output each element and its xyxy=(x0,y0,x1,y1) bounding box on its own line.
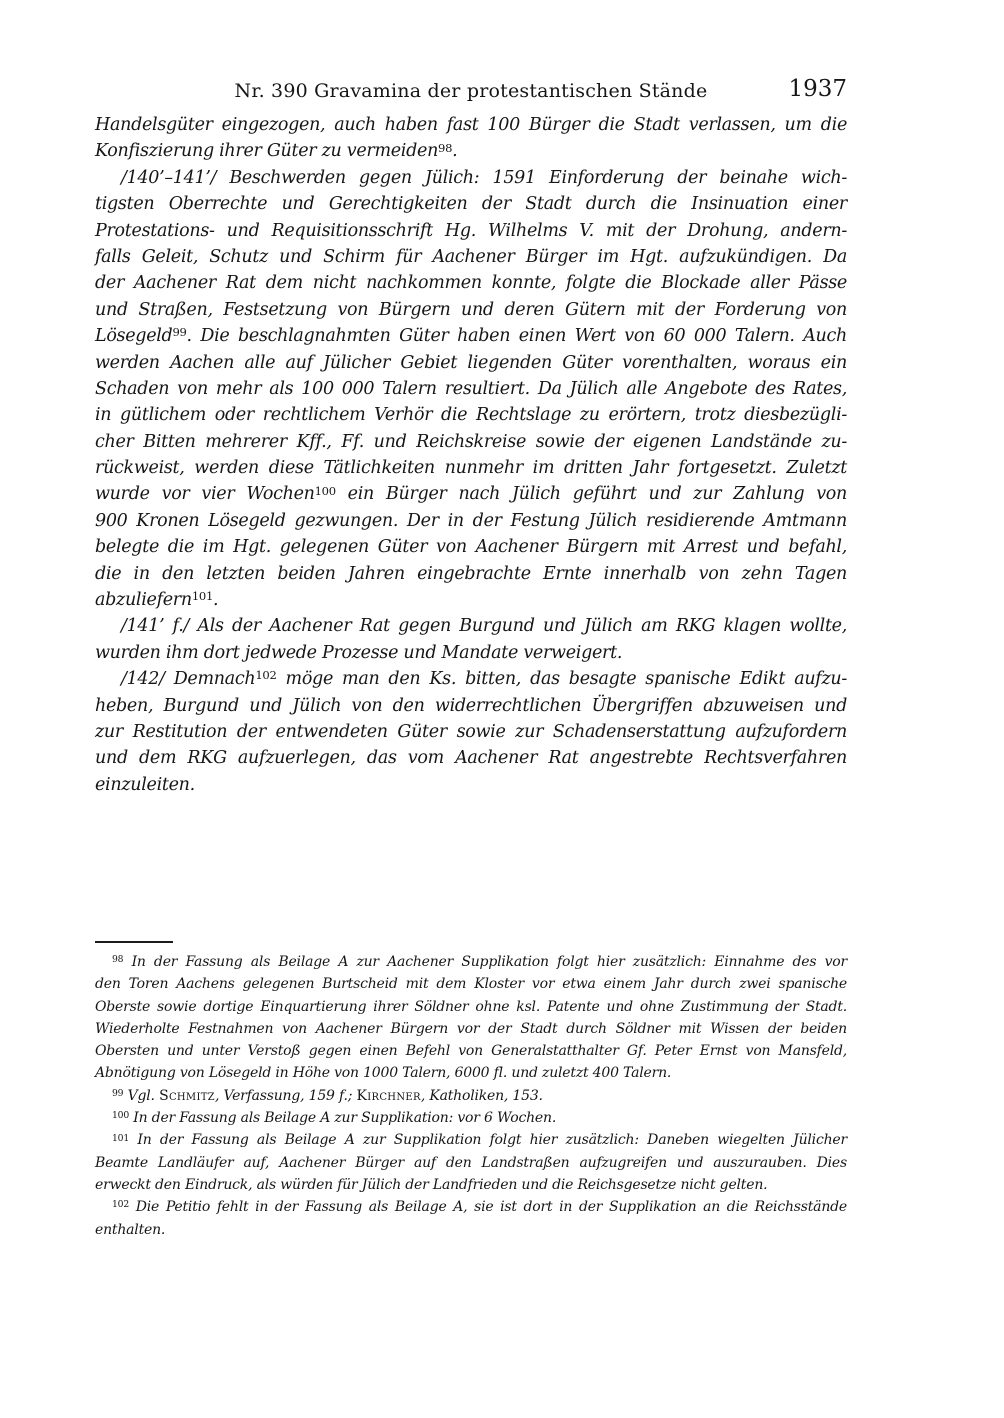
text-segment: In der Fassung als Beilage A zur Supplikation folgt hier zusätzlich: Daneben wiegelten Jülicher xyxy=(129,1132,847,1149)
text-segment: cher Bitten mehrerer Kff., Ff. und Reichskreise sowie der eigenen Landstände zu- xyxy=(95,431,847,452)
text-line xyxy=(95,323,847,349)
text-line xyxy=(95,218,847,244)
text-segment: den Toren Aachens gelegenen Burtscheid mit dem Kloster vor etwa einem Jahr durch zwei spanische xyxy=(95,976,847,993)
text-segment: Oberste sowie dortige Einquartierung ihrer Söldner ohne ksl. Patente und ohne Zustimmung der Stadt. xyxy=(95,998,847,1015)
text-line xyxy=(95,165,847,191)
text-segment: wurden ihm dort jedwede Prozesse und Mandate verweigert. xyxy=(95,642,623,663)
text-segment: . xyxy=(213,590,219,611)
text-line xyxy=(95,534,847,560)
running-header xyxy=(95,78,847,108)
text-line xyxy=(95,640,847,666)
text-line xyxy=(95,455,847,481)
text-line xyxy=(95,402,847,428)
text-segment: Beamte Landläufer auf, Aachener Bürger auf den Landstraßen aufzugreifen und auszurauben. Dies xyxy=(95,1154,847,1171)
text-line xyxy=(95,996,847,1018)
text-line xyxy=(95,693,847,719)
text-segment: abzuliefern xyxy=(95,590,192,611)
text-line xyxy=(95,1062,847,1084)
text-line xyxy=(95,973,847,995)
text-segment: wurde vor vier Wochen xyxy=(95,484,315,505)
text-line xyxy=(95,1152,847,1174)
text-segment: Obersten und unter Verstoß gegen einen Befehl von Generalstatthalter Gf. Peter Ernst von Mansfeld, xyxy=(95,1043,847,1060)
text-segment: enthalten. xyxy=(95,1221,166,1238)
text-segment: Protestations- und Requisitionsschrift Hg. Wilhelms V. mit der Drohung, andern- xyxy=(95,220,847,241)
text-line xyxy=(95,1174,847,1196)
footnote-separator-rule xyxy=(95,941,173,943)
text-line xyxy=(95,745,847,771)
text-segment: Wiederholte Festnahmen von Aachener Bürgern vor der Stadt durch Söldner mit Wissen der beiden xyxy=(95,1020,847,1037)
text-line xyxy=(95,772,847,798)
footnote xyxy=(95,951,847,1085)
text-line xyxy=(95,297,847,323)
text-segment: und Straßen, Festsetzung von Bürgern und deren Gütern mit der Forderung von xyxy=(95,299,847,320)
text-segment: heben, Burgund und Jülich von den widerrechtlichen Übergriffen abzuweisen und xyxy=(95,695,847,716)
text-line xyxy=(95,429,847,455)
paragraph xyxy=(95,165,847,614)
text-segment: In der Fassung als Beilage A zur Aachener Supplikation folgt hier zusätzlich: Einnahme des vor xyxy=(123,954,847,970)
text-segment: und dem RKG aufzuerlegen, das vom Aachener Rat angestrebte Rechtsverfahren xyxy=(95,748,847,769)
text-line xyxy=(95,112,847,138)
footnote xyxy=(95,1129,847,1196)
footnote-reference: 102 xyxy=(255,668,277,683)
text-segment: Schaden von mehr als 100 000 Talern resultiert. Da Jülich alle Angebote des Rates, xyxy=(95,378,847,399)
text-segment: Handelsgüter eingezogen, auch haben fast 100 Bürger die Stadt verlassen, um die xyxy=(95,115,847,135)
text-segment: In der Fassung als Beilage A zur Supplikation: vor 6 Wochen. xyxy=(129,1110,557,1127)
text-line xyxy=(95,350,847,376)
text-line xyxy=(95,138,847,164)
body-text-block xyxy=(95,112,847,798)
text-line xyxy=(95,1040,847,1062)
text-line xyxy=(95,719,847,745)
text-line xyxy=(95,1107,847,1129)
text-segment: belegte die im Hgt. gelegenen Güter von Aachener Bürgern mit Arrest und befahl, xyxy=(95,537,847,558)
footnote-reference: 100 xyxy=(314,483,336,498)
text-line xyxy=(95,244,847,270)
footnote-reference: 101 xyxy=(112,1132,130,1144)
footnote-reference: 98 xyxy=(438,140,453,155)
text-segment: möge man den Ks. bitten, das besagte spanische Edikt aufzu- xyxy=(276,669,847,690)
text-segment: rückweist, werden diese Tätlichkeiten nunmehr im dritten Jahr fortgesetzt. Zuletzt xyxy=(95,458,847,479)
text-line xyxy=(95,481,847,507)
footnote-reference: 100 xyxy=(112,1110,130,1122)
text-segment: der Aachener Rat dem nicht nachkommen konnte, folgte die Blockade aller Pässe xyxy=(95,273,847,294)
text-segment: die in den letzten beiden Jahren eingebrachte Ernte innerhalb von zehn Tagen xyxy=(95,563,847,584)
text-segment: . Die beschlagnahmten Güter haben einen Wert von 60 000 Talern. Auch xyxy=(186,326,847,347)
text-line xyxy=(95,376,847,402)
text-segment: zur Restitution der entwendeten Güter sowie zur Schadenserstattung aufzufordern xyxy=(95,721,847,742)
text-segment: 900 Kronen Lösegeld gezwungen. Der in der Festung Jülich residierende Amtmann xyxy=(95,510,847,531)
text-segment: erweckt den Eindruck, als würden für Jülich der Landfrieden und die Reichsgesetze nicht gelten. xyxy=(95,1176,768,1193)
text-segment: . xyxy=(452,141,458,162)
text-segment: /142/ Demnach xyxy=(121,669,256,690)
text-line xyxy=(95,666,847,692)
text-line xyxy=(95,561,847,587)
text-line xyxy=(95,613,847,639)
text-segment: , Katholiken, 153. xyxy=(420,1087,543,1104)
text-segment: ein Bürger nach Jülich geführt und zur Zahlung von xyxy=(335,484,847,505)
text-line xyxy=(95,270,847,296)
text-line xyxy=(95,1219,847,1241)
text-segment: tigsten Oberrechte und Gerechtigkeiten der Stadt durch die Insinuation einer xyxy=(95,194,847,215)
footnote xyxy=(95,1085,847,1107)
footnote-reference: 99 xyxy=(172,325,187,340)
text-line xyxy=(95,1085,847,1107)
text-segment: Abnötigung von Lösegeld in Höhe von 1000 Talern, 6000 fl. und zuletzt 400 Talern. xyxy=(95,1065,672,1082)
text-segment: /140’–141’/ Beschwerden gegen Jülich: 1591 Einforderung der beinahe wich- xyxy=(121,167,847,188)
footnote-reference: 99 xyxy=(112,1087,124,1099)
footnote xyxy=(95,1196,847,1241)
footnote-reference: 102 xyxy=(112,1199,130,1211)
text-line xyxy=(95,951,847,973)
smallcaps-name: Schmitz xyxy=(159,1087,215,1104)
text-segment: Die Petitio fehlt in der Fassung als Beilage A, sie ist dort in der Supplikation an die Reichsstände xyxy=(129,1199,847,1216)
text-segment: werden Aachen alle auf Jülicher Gebiet liegenden Güter vorenthalten, woraus ein xyxy=(95,352,847,373)
text-segment: , Verfassung, 159 f.; xyxy=(214,1087,357,1104)
text-line xyxy=(95,1018,847,1040)
text-line xyxy=(95,191,847,217)
text-line xyxy=(95,1129,847,1151)
text-line xyxy=(95,508,847,534)
text-segment: falls Geleit, Schutz und Schirm für Aachener Bürger im Hgt. aufzukündigen. Da xyxy=(95,246,847,267)
paragraph xyxy=(95,613,847,666)
text-segment: Konfiszierung ihrer Güter zu vermeiden xyxy=(95,141,439,162)
text-segment: /141’ f./ Als der Aachener Rat gegen Burgund und Jülich am RKG klagen wollte, xyxy=(121,616,847,637)
page-number: 1937 xyxy=(788,76,847,102)
text-segment: Vgl. xyxy=(123,1087,160,1104)
text-segment: Lösegeld xyxy=(95,326,173,347)
footnote-reference: 98 xyxy=(112,954,124,966)
footnote-reference: 101 xyxy=(191,589,213,604)
text-segment: in gütlichem oder rechtlichem Verhör die Rechtslage zu erörtern, trotz diesbezügli- xyxy=(95,405,847,426)
paragraph xyxy=(95,666,847,798)
footnote-list xyxy=(95,951,847,1241)
text-line xyxy=(95,1196,847,1218)
text-segment: einzuleiten. xyxy=(95,774,195,795)
running-header-title: Nr. 390 Gravamina der protestantischen Stände xyxy=(234,80,708,102)
paragraph xyxy=(95,112,847,165)
smallcaps-name: Kirchner xyxy=(356,1087,421,1104)
footnotes-section xyxy=(95,941,847,1241)
text-line xyxy=(95,587,847,613)
footnote xyxy=(95,1107,847,1129)
